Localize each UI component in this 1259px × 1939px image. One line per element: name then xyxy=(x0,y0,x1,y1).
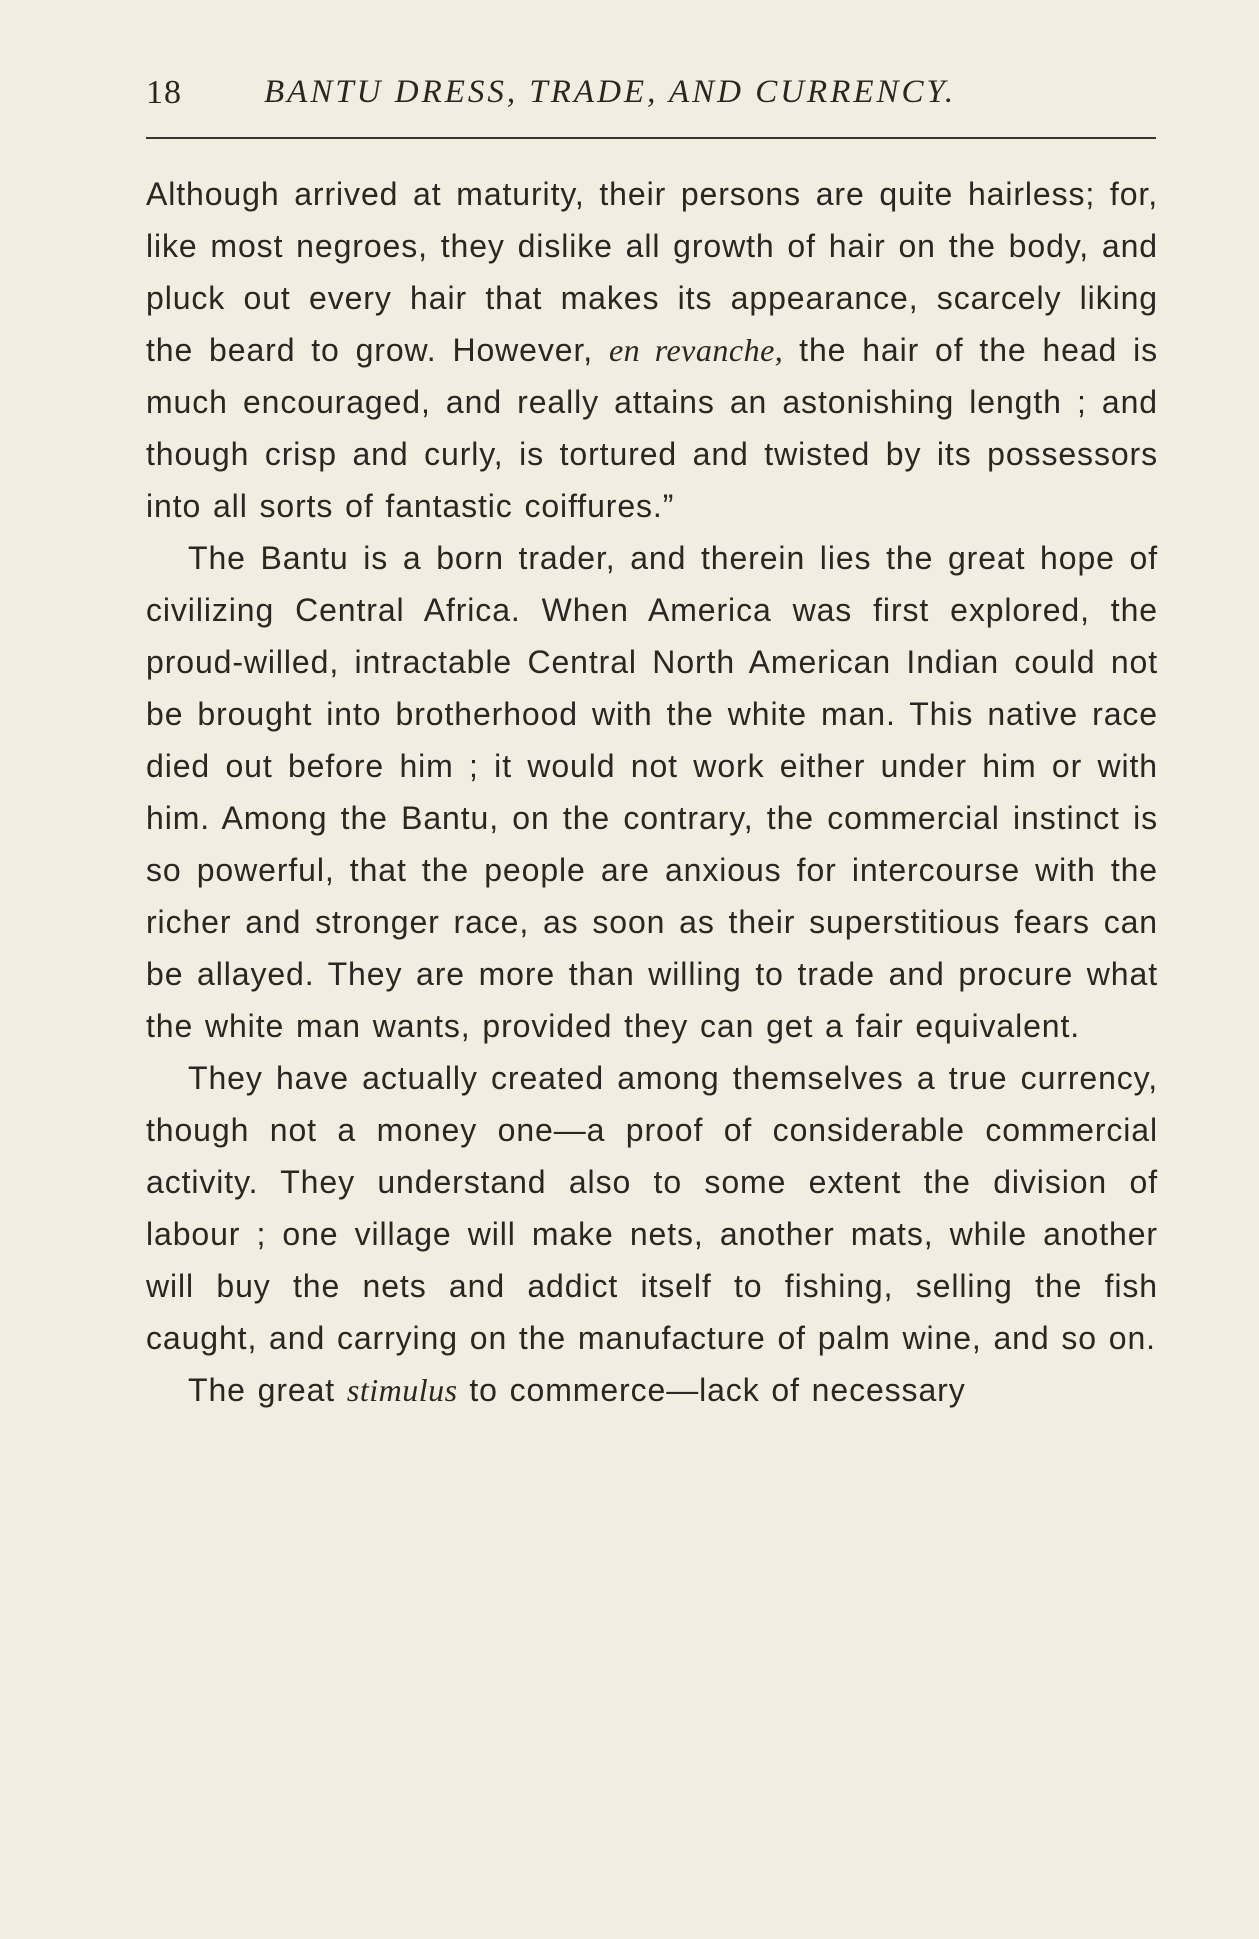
page-number: 18 xyxy=(146,74,182,111)
body-text xyxy=(146,168,1158,1416)
paragraph: The Bantu is a born trader, and therein lies the great hope of civilizing Central Africa. When America was first explored, the proud-willed, intractable Central North American Indian could not be brought into brotherhood with the white man. This native race died out before him ; it would not work either under him or with him. Among the Bantu, on the contrary, the commercial instinct is so powerful, that the people are anxious for intercourse with the richer and stronger race, as soon as their superstitious fears can be allayed. They are more than willing to trade and procure what the white man wants, provided they can get a fair equivalent. xyxy=(146,540,1158,1044)
paragraph xyxy=(146,1364,1158,1416)
paragraph-text: The great xyxy=(188,1372,336,1408)
italic-word: stimulus xyxy=(346,1372,458,1408)
page-header xyxy=(146,68,1156,120)
paragraph-text: the hair of the head is much encouraged, and really attains an astonishing length ; and though crisp and curly, is tortured and twisted by its possessors into all sorts of fantastic coiffures.” xyxy=(146,332,1159,524)
paragraph-text: Although arrived at maturity, their persons are quite hairless; for, like most negroes, they dislike all growth of hair on the body, and pluck out every hair that makes its appearance, scarcely liking the beard to grow. However, xyxy=(146,176,1158,368)
paragraph-continued xyxy=(146,168,1158,532)
running-title: BANTU DRESS, TRADE, AND CURRENCY. xyxy=(264,74,957,110)
italic-phrase: en revanche, xyxy=(608,332,784,368)
header-rule xyxy=(146,137,1156,139)
paragraph-text: to commerce—lack of necessary xyxy=(469,1372,966,1408)
paragraph: They have actually created among themselves a true currency, though not a money one—a proof of considerable commercial activity. They understand also to some extent the division of labour ; one village will make nets, another mats, while another will buy the nets and addict itself to fishing, selling the fish caught, and carrying on the manufacture of palm wine, and so on. xyxy=(146,1060,1158,1356)
